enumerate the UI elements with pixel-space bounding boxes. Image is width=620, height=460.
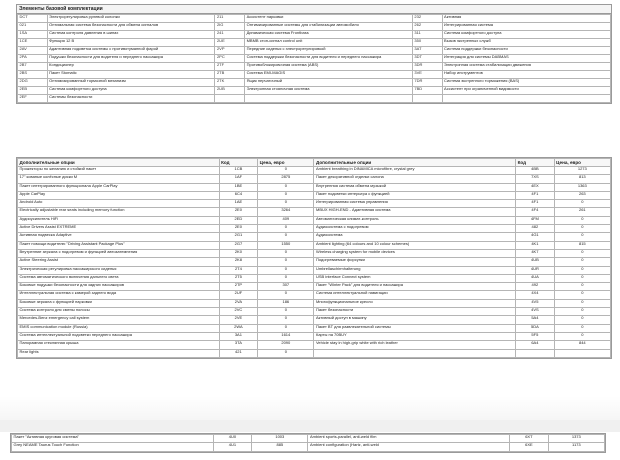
option-code: 4K7 (516, 249, 555, 257)
equipment-name: Система контроля давления в шинах (47, 31, 215, 39)
option-name: Внутренние зеркала с подогревом и функцией автозатемнения (18, 249, 220, 257)
option-name: Система интеллектуальной подсветки переднего пассажира (18, 332, 220, 340)
equipment-name: Оптимальная система безопасности для обмена сигналов (47, 23, 215, 31)
option-name: Аудиосистема (314, 233, 516, 241)
option-row (18, 183, 611, 191)
equipment-name: Интегрированная система (442, 23, 610, 31)
equipment-code: 021 (18, 23, 48, 31)
option-code: 4G1 (516, 233, 555, 241)
option-name: Система интеллектуальной навигации (314, 291, 516, 299)
equipment-code: 211 (215, 15, 245, 23)
equipment-name: Система комфортного доступа (47, 87, 215, 95)
option-code: 4X4 (516, 291, 555, 299)
option-code: 421 (219, 349, 258, 357)
option-price: 0 (554, 283, 610, 291)
option-name: Автоматическая климат-контроль (314, 216, 516, 224)
option-price: 815 (554, 241, 610, 249)
option-row (18, 200, 611, 208)
equipment-name: Оптимизированный тормозной механизм (47, 79, 215, 87)
option-row (18, 332, 611, 340)
option-name: Ambient configuration (Hartz, anti-weld (308, 443, 510, 451)
option-code: 4U0 (213, 435, 252, 443)
equipment-name: Электронная стояночная система (245, 87, 413, 95)
option-price: 0 (554, 200, 610, 208)
option-row (18, 266, 611, 274)
option-price: 0 (258, 258, 314, 266)
option-code: 3A1 (219, 332, 258, 340)
option-code: 2ED (219, 216, 258, 224)
next-page-fragment (10, 433, 606, 453)
option-row (18, 341, 611, 349)
option-code: 2TP (219, 283, 258, 291)
equipment-name: Противоблокировочная система (ABS) (245, 63, 413, 71)
option-name: Ambient sports-parallel, anti-weld film (308, 435, 510, 443)
equipment-row (18, 39, 611, 47)
equipment-name: Система комфортного доступа (442, 31, 610, 39)
option-price: 1550 (258, 241, 314, 249)
option-price (554, 349, 610, 357)
equipment-code (412, 95, 442, 103)
option-price: 0 (554, 216, 610, 224)
option-code: 4FM (516, 216, 555, 224)
option-name: Система контроля для смены полосы (18, 308, 220, 316)
equipment-code: 241 (215, 31, 245, 39)
equipment-code: 2PC (215, 55, 245, 63)
equipment-code: 1CE (18, 39, 48, 47)
option-name: Панорамная стеклянная крыша (18, 341, 220, 349)
option-name: Подогреваемые форсунки (314, 258, 516, 266)
equipment-code: 232 (412, 15, 442, 23)
option-name: Apple CarPlay (18, 191, 220, 199)
option-name: Пакет декоративной отделки салона (314, 175, 516, 183)
option-price: 2090 (258, 341, 314, 349)
option-code: 6C4 (219, 191, 258, 199)
option-code: 7XS (516, 175, 555, 183)
option-price: 0 (554, 308, 610, 316)
option-name: MBUX HIGH-END - Адаптивная система (314, 208, 516, 216)
option-price: 0 (258, 183, 314, 191)
equipment-name: Ящик перчаточный (245, 79, 413, 87)
option-code: 4F4 (516, 208, 555, 216)
option-price: 844 (554, 341, 610, 349)
option-row (18, 241, 611, 249)
option-code: 2UF (219, 291, 258, 299)
option-code: 2VE (219, 316, 258, 324)
equipment-row (18, 23, 611, 31)
option-code: 4F1 (516, 200, 555, 208)
option-name: Umbrellaschirmhalterung (314, 266, 516, 274)
option-price: 1363 (554, 183, 610, 191)
option-price: 0 (554, 332, 610, 340)
equipment-name: Передние сиденья с электрорегулировкой (245, 47, 413, 55)
option-code: 6XT (510, 435, 549, 443)
option-price: 1173 (548, 443, 604, 451)
option-name: 17" кованые колёсные диски M (18, 175, 220, 183)
option-price: 1614 (258, 332, 314, 340)
equipment-code: 3DR (412, 63, 442, 71)
equipment-code: 262 (412, 23, 442, 31)
option-code: 482 (516, 225, 555, 233)
option-name: Пакет "Активная круговая система" (12, 435, 214, 443)
equipment-code: 2AV (18, 47, 48, 55)
equipment-code: 311 (412, 31, 442, 39)
option-name: Wireless charging system for mobile devices (314, 249, 516, 257)
option-code: 1AF (219, 175, 258, 183)
option-name: Grey NEAME Taurus Touch Function (12, 443, 214, 451)
option-row (18, 208, 611, 216)
option-price: 0 (258, 308, 314, 316)
option-price: 0 (258, 291, 314, 299)
equipment-name: Пакет Stomatic (47, 71, 215, 79)
option-name: Пакет BT для развлекательной системы (314, 324, 516, 332)
option-name: Пакет помощи водителю "Driving Assistant Package Plus" (18, 241, 220, 249)
option-price: 307 (258, 283, 314, 291)
equipment-name: Система поддержки безопасности (442, 47, 610, 55)
option-row (18, 216, 611, 224)
option-name: USB interface Connect system (314, 274, 516, 282)
col-code-header: Код (219, 159, 258, 167)
equipment-name: Система EMI-MAGIS (245, 71, 413, 79)
option-name: Активный доступ в машину (314, 316, 516, 324)
equipment-code: 2TF (215, 63, 245, 71)
option-name: Система автоматического включения дальнего света (18, 274, 220, 282)
option-price: 0 (258, 167, 314, 175)
option-price: 0 (554, 291, 610, 299)
option-row (18, 167, 611, 175)
equipment-code: 3VE (412, 71, 442, 79)
option-code: 1AE (219, 200, 258, 208)
equipment-name: Подушки безопасности для водителя и переднего пассажира (47, 55, 215, 63)
option-code: 4UR (516, 266, 555, 274)
option-code: 2T4 (219, 266, 258, 274)
option-row (18, 274, 611, 282)
option-code: 2K0 (219, 249, 258, 257)
equipment-row (18, 63, 611, 71)
option-price: 0 (258, 233, 314, 241)
page-gap (0, 420, 620, 432)
option-code: 1BE (219, 183, 258, 191)
option-name: Vehicle stay in high-grip white with rich leather (314, 341, 516, 349)
option-name: Пакет подсветки интерьера с функцией (314, 191, 516, 199)
equipment-name (442, 95, 610, 103)
equipment-code: 3DT (412, 55, 442, 63)
option-code (516, 349, 555, 357)
option-code: 4F1 (516, 191, 555, 199)
next-page-row (12, 443, 605, 451)
col-price-header: Цена, евро (258, 159, 314, 167)
option-name: Интеллектуальная система с камерой заднего вида (18, 291, 220, 299)
equipment-code: 2EB (18, 87, 48, 95)
equipment-code: 2B7 (18, 63, 48, 71)
option-name: Карты на 70BUY (314, 332, 516, 340)
equipment-code: 2UB (215, 87, 245, 95)
equipment-code (215, 95, 245, 103)
option-name: Пакет безопасности (314, 308, 516, 316)
option-row (18, 324, 611, 332)
option-name: Аудиосистема с подогревом (314, 225, 516, 233)
option-price: 0 (554, 274, 610, 282)
equipment-row (18, 47, 611, 55)
options-header-row (18, 159, 611, 167)
col-price-header-right: Цена, евро (554, 159, 610, 167)
equipment-name: Интеграция для системы DABMAS (442, 55, 610, 63)
equipment-code: 2IG (215, 23, 245, 31)
option-code: 1CB (219, 167, 258, 175)
option-code: 4K1 (516, 241, 555, 249)
option-name (314, 349, 516, 357)
option-name: Активная подвеска Adaptive (18, 233, 220, 241)
option-name: Active Steering Assist (18, 258, 220, 266)
option-code: 4UB (516, 258, 555, 266)
equipment-code: 350 (412, 39, 442, 47)
equipment-name: Динамическая система Frontbass (245, 31, 413, 39)
next-page-table (11, 434, 605, 452)
option-price: 0 (554, 299, 610, 307)
option-name: Android Auto (18, 200, 220, 208)
option-price: 263 (554, 191, 610, 199)
option-code: 2VA (219, 299, 258, 307)
equipment-name: Электрорегулировка рулевой колонки (47, 15, 215, 23)
option-price: 261 (554, 208, 610, 216)
equipment-name: Ассистент при ограниченной видимости (442, 87, 610, 95)
equipment-row (18, 79, 611, 87)
options-title-right: Дополнительные опции (314, 159, 516, 167)
option-row (18, 175, 611, 183)
equipment-code: 2DG (18, 79, 48, 87)
option-name: Ambient breathing in DINAMICA microfibre, crystal grey (314, 167, 516, 175)
equipment-row (18, 31, 611, 39)
equipment-code: DCT (18, 15, 48, 23)
option-name: Электрическая регулировка пассажирского сиденья (18, 266, 220, 274)
option-price: 0 (554, 316, 610, 324)
option-price: 0 (554, 225, 610, 233)
equipment-row (18, 55, 611, 63)
equipment-code: 2UE (215, 39, 245, 47)
option-name: Прожекторы по желанию и стойкий пакет (18, 167, 220, 175)
equipment-name: Оптимизированные системы для стабилизации автомобиля (245, 23, 413, 31)
option-code: 5A4 (516, 316, 555, 324)
options-title: Дополнительные опции (18, 159, 220, 167)
equipment-name: Кондиционер (47, 63, 215, 71)
option-price: 0 (554, 249, 610, 257)
option-name: Интегрированная система управления (314, 200, 516, 208)
equipment-code: 2TK (215, 79, 245, 87)
option-price: 3264 (258, 208, 314, 216)
option-name: Active Drivers Assist EXTREME (18, 225, 220, 233)
option-code: 4VS (516, 308, 555, 316)
option-price: 1273 (554, 167, 610, 175)
equipment-code: 2PA (18, 55, 48, 63)
option-price: 2875 (258, 175, 314, 183)
option-code: 2K8 (219, 258, 258, 266)
option-code: 2G1 (219, 233, 258, 241)
option-name: Electrically adjustable rear seats including memory function (18, 208, 220, 216)
option-price: 0 (258, 191, 314, 199)
option-name: Ambient lighting (64 colours and 10 colour schemes) (314, 241, 516, 249)
equipment-code: 2VP (215, 47, 245, 55)
option-name: Боковые зеркала с функцией парковки (18, 299, 220, 307)
equipment-name: Адаптивная подсветка системы с противотуманной фарой (47, 47, 215, 55)
equipment-row (18, 87, 611, 95)
option-price: 813 (554, 175, 610, 183)
base-equipment-title: Элементы базовой комплектации (17, 5, 611, 14)
option-price: 1003 (252, 435, 308, 443)
option-price: 1373 (548, 435, 604, 443)
option-name: Боковые подушки безопасности для задних пассажиров (18, 283, 220, 291)
equipment-code: 7DR (412, 79, 442, 87)
option-price: 0 (258, 274, 314, 282)
equipment-row (18, 15, 611, 23)
equipment-name: MBMB стоп-сигнал control unit (245, 39, 413, 47)
option-name: Внутренняя система обмена музыкой (314, 183, 516, 191)
col-code-header-right: Код (516, 159, 555, 167)
option-price: 0 (258, 316, 314, 324)
option-name: Mercedes-Benz emergency call system (18, 316, 220, 324)
option-row (18, 283, 611, 291)
option-price: 0 (258, 324, 314, 332)
equipment-name (245, 95, 413, 103)
equipment-name: Активная (442, 15, 610, 23)
option-row (18, 349, 611, 357)
option-row (18, 299, 611, 307)
option-price: 186 (258, 299, 314, 307)
document-page (6, 0, 614, 440)
equipment-row (18, 71, 611, 79)
option-name: Rear lights (18, 349, 220, 357)
option-name: Пакет "Winter Pack" для водителя и пассажира (314, 283, 516, 291)
option-code: 3TA (219, 341, 258, 349)
equipment-name: Электронная система стабилизации движения (442, 63, 610, 71)
equipment-name: Функция 12 В (47, 39, 215, 47)
options-table (17, 158, 611, 358)
option-code: 4UA (516, 274, 555, 282)
option-code: 5F5 (516, 332, 555, 340)
option-code: 2E0 (219, 225, 258, 233)
option-code: 2G7 (219, 241, 258, 249)
equipment-code: 2EF (18, 95, 48, 103)
option-price: 409 (258, 216, 314, 224)
option-price: 0 (554, 233, 610, 241)
equipment-code: 3AT (412, 47, 442, 55)
equipment-row (18, 95, 611, 103)
option-name: Многофункциональное кресло (314, 299, 516, 307)
next-page-row (12, 435, 605, 443)
option-price: 0 (258, 349, 314, 357)
equipment-name: Набор инструментов (442, 71, 610, 79)
option-price: 0 (554, 324, 610, 332)
equipment-name: Ассистент парковки (245, 15, 413, 23)
option-code: 2E0 (219, 208, 258, 216)
option-code: 6A4 (516, 341, 555, 349)
option-row (18, 291, 611, 299)
option-code: 2WA (219, 324, 258, 332)
option-code: 4BB (516, 167, 555, 175)
option-price: 0 (258, 249, 314, 257)
option-row (18, 249, 611, 257)
option-price: 885 (252, 443, 308, 451)
option-name: EMIS communication module (Russia) (18, 324, 220, 332)
options-section (16, 157, 612, 359)
option-code: 6XE (510, 443, 549, 451)
option-row (18, 316, 611, 324)
option-code: 4U1 (213, 443, 252, 451)
base-equipment-table (17, 14, 611, 103)
option-row (18, 308, 611, 316)
equipment-code: 2TB (215, 71, 245, 79)
option-row (18, 191, 611, 199)
option-row (18, 258, 611, 266)
equipment-name: Система поддержки безопасности для водителя и переднего пассажира (245, 55, 413, 63)
option-price: 0 (258, 200, 314, 208)
base-equipment-section (16, 4, 612, 104)
equipment-name: Системы безопасности (47, 95, 215, 103)
option-code: 492 (516, 283, 555, 291)
equipment-code: 7BD (412, 87, 442, 95)
option-row (18, 225, 611, 233)
option-price: 0 (554, 258, 610, 266)
equipment-name: Вызов экстренных служб (442, 39, 610, 47)
option-code: 4EX (516, 183, 555, 191)
option-code: 2VC (219, 308, 258, 316)
option-price: 0 (258, 266, 314, 274)
equipment-code: 2BS (18, 71, 48, 79)
option-price: 0 (258, 225, 314, 233)
equipment-name: Система экстренного торможения (BAS) (442, 79, 610, 87)
option-code: 5DA (516, 324, 555, 332)
option-code: 4V5 (516, 299, 555, 307)
option-code: 2T5 (219, 274, 258, 282)
option-price: 0 (554, 266, 610, 274)
option-name: Пакет интегрированного функционала Apple CarPlay (18, 183, 220, 191)
equipment-code: 1SA (18, 31, 48, 39)
option-name: Аудиоусилитель HiFi (18, 216, 220, 224)
option-row (18, 233, 611, 241)
